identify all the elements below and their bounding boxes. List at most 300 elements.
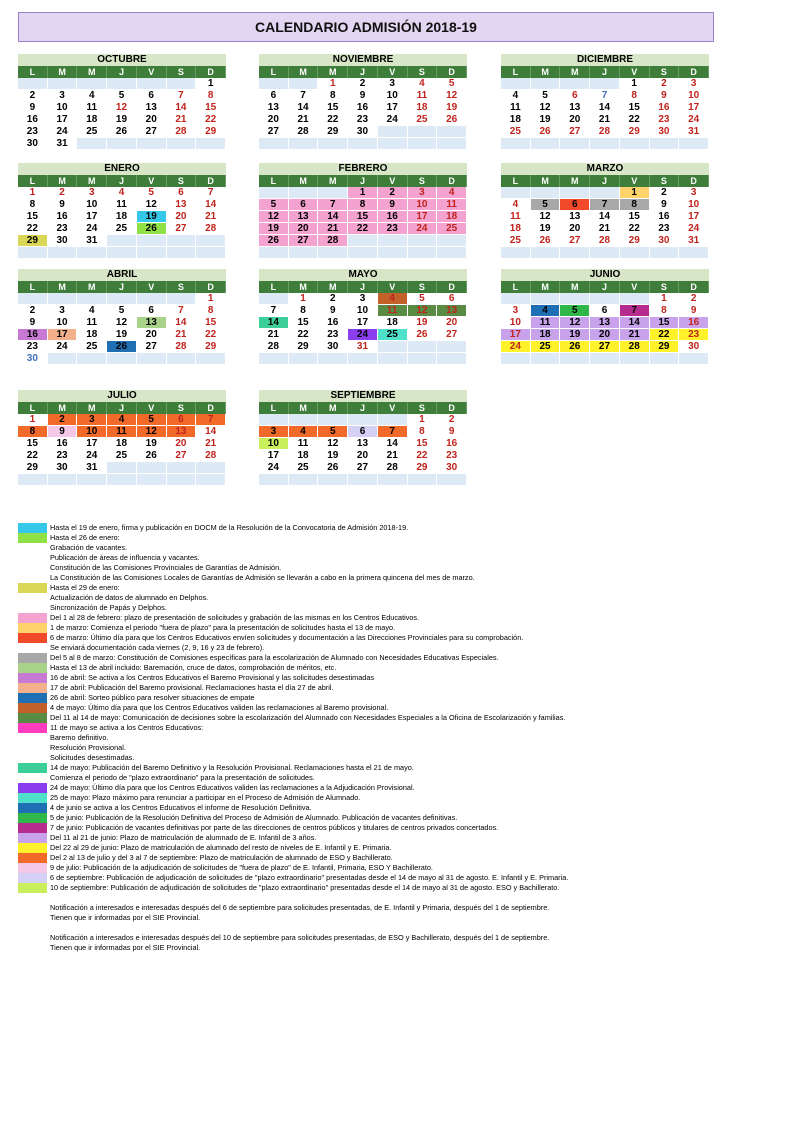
day-cell: 25	[437, 223, 467, 235]
day-cell: 28	[590, 235, 620, 247]
empty-cell	[18, 474, 48, 486]
empty-cell	[348, 474, 378, 486]
day-cell: 29	[18, 235, 48, 247]
day-cell: 12	[437, 90, 467, 102]
day-cell: 30	[437, 462, 467, 474]
weekday-header: S	[650, 175, 680, 187]
empty-cell	[318, 247, 348, 259]
legend-item	[18, 873, 798, 883]
day-cell: 5	[560, 305, 590, 317]
day-cell: 25	[378, 329, 408, 341]
day-cell: 26	[107, 341, 137, 353]
day-cell: 13	[259, 102, 289, 114]
weekday-header: V	[378, 402, 408, 414]
empty-cell	[437, 126, 467, 138]
day-cell: 1	[348, 187, 378, 199]
legend-item	[18, 703, 798, 713]
month-enero	[18, 163, 226, 259]
empty-cell	[590, 78, 620, 90]
weekday-header: J	[348, 175, 378, 187]
legend-text: 6 de septiembre: Publicación de adjudicación de solicitudes de "plazo extraordinario" presentadas desde el 14 de mayo al 31 de agosto. E. Infantil y E. Primaria.	[50, 873, 569, 882]
weekday-header: S	[167, 281, 197, 293]
legend-item	[18, 753, 798, 763]
empty-cell	[107, 138, 137, 150]
day-cell: 31	[348, 341, 378, 353]
legend-item	[18, 713, 798, 723]
day-cell: 7	[196, 414, 226, 426]
legend-swatch	[18, 883, 47, 893]
day-cell: 26	[560, 341, 590, 353]
day-cell: 28	[196, 223, 226, 235]
day-cell: 4	[107, 187, 137, 199]
day-cell: 8	[196, 305, 226, 317]
day-cell: 29	[620, 126, 650, 138]
empty-cell	[348, 353, 378, 365]
empty-cell	[107, 353, 137, 365]
day-cell: 2	[378, 187, 408, 199]
empty-cell	[650, 247, 680, 259]
day-cell: 20	[167, 438, 197, 450]
day-cell: 13	[590, 317, 620, 329]
day-cell: 15	[196, 317, 226, 329]
empty-cell	[196, 235, 226, 247]
month-days-grid	[259, 402, 467, 486]
day-cell: 16	[48, 438, 78, 450]
weekday-header: J	[107, 175, 137, 187]
legend-swatch	[18, 573, 47, 583]
day-cell: 18	[378, 317, 408, 329]
day-cell: 26	[408, 329, 438, 341]
day-cell: 17	[408, 211, 438, 223]
day-cell: 22	[18, 450, 48, 462]
month-name: JUNIO	[501, 269, 709, 281]
day-cell: 15	[650, 317, 680, 329]
weekday-header: M	[531, 66, 561, 78]
legend-swatch	[18, 843, 47, 853]
day-cell: 1	[620, 187, 650, 199]
legend-item	[18, 823, 798, 833]
day-cell: 14	[196, 199, 226, 211]
day-cell: 1	[18, 187, 48, 199]
legend-swatch	[18, 813, 47, 823]
empty-cell	[437, 138, 467, 150]
weekday-header: M	[531, 175, 561, 187]
day-cell: 16	[318, 317, 348, 329]
legend-swatch	[18, 533, 47, 543]
empty-cell	[259, 247, 289, 259]
day-cell: 22	[318, 114, 348, 126]
day-cell: 29	[196, 126, 226, 138]
legend-swatch	[18, 773, 47, 783]
day-cell: 3	[77, 187, 107, 199]
legend-text: Del 11 al 14 de mayo: Comunicación de decisiones sobre la escolarización del Alumnado con Necesidades Especiales a la Oficina de Escolarización y familias.	[50, 713, 566, 722]
legend-item	[18, 573, 798, 583]
month-days-grid	[501, 175, 709, 259]
day-cell: 18	[408, 102, 438, 114]
legend-swatch	[18, 763, 47, 773]
day-cell: 15	[318, 102, 348, 114]
weekday-header: L	[501, 281, 531, 293]
day-cell: 25	[531, 341, 561, 353]
day-cell: 20	[167, 211, 197, 223]
day-cell: 22	[620, 223, 650, 235]
day-cell: 28	[318, 235, 348, 247]
day-cell: 15	[348, 211, 378, 223]
day-cell: 12	[408, 305, 438, 317]
legend-text: Se enviará documentación cada viernes (2, 9, 16 y 23 de febrero).	[50, 643, 265, 652]
empty-cell	[48, 293, 78, 305]
empty-cell	[289, 187, 319, 199]
day-cell: 16	[650, 102, 680, 114]
day-cell: 16	[679, 317, 709, 329]
day-cell: 8	[348, 199, 378, 211]
legend-swatch	[18, 553, 47, 563]
day-cell: 3	[48, 90, 78, 102]
day-cell: 14	[590, 211, 620, 223]
legend-text: Resolución Provisional.	[50, 743, 126, 752]
empty-cell	[620, 293, 650, 305]
day-cell: 15	[196, 102, 226, 114]
weekday-header: S	[167, 175, 197, 187]
empty-cell	[167, 235, 197, 247]
month-days-grid	[501, 66, 709, 150]
day-cell: 10	[408, 199, 438, 211]
empty-cell	[18, 247, 48, 259]
empty-cell	[378, 235, 408, 247]
empty-cell	[501, 293, 531, 305]
day-cell: 7	[318, 199, 348, 211]
day-cell: 21	[167, 114, 197, 126]
empty-cell	[48, 474, 78, 486]
weekday-header: L	[259, 281, 289, 293]
day-cell: 3	[259, 426, 289, 438]
empty-cell	[196, 474, 226, 486]
day-cell: 31	[48, 138, 78, 150]
day-cell: 10	[501, 317, 531, 329]
day-cell: 6	[289, 199, 319, 211]
empty-cell	[318, 353, 348, 365]
legend-swatch	[18, 833, 47, 843]
day-cell: 19	[318, 450, 348, 462]
legend-item	[18, 593, 798, 603]
weekday-header: M	[531, 281, 561, 293]
weekday-header: L	[18, 281, 48, 293]
empty-cell	[77, 78, 107, 90]
empty-cell	[167, 462, 197, 474]
day-cell: 1	[196, 78, 226, 90]
day-cell: 4	[408, 78, 438, 90]
note-line: Tienen que ir informadas por el SIE Provincial.	[50, 943, 201, 952]
legend-text: 17 de abril: Publicación del Baremo provisional. Reclamaciones hasta el día 27 de abril.	[50, 683, 334, 692]
day-cell: 7	[167, 90, 197, 102]
legend-item	[18, 523, 798, 533]
month-octubre	[18, 54, 226, 150]
day-cell: 7	[590, 199, 620, 211]
legend-item	[18, 723, 798, 733]
legend-swatch	[18, 683, 47, 693]
day-cell: 5	[531, 90, 561, 102]
empty-cell	[259, 187, 289, 199]
weekday-header: V	[137, 281, 167, 293]
empty-cell	[408, 126, 438, 138]
day-cell: 6	[137, 305, 167, 317]
day-cell: 9	[378, 199, 408, 211]
legend-text: Hasta el 29 de enero:	[50, 583, 120, 592]
day-cell: 21	[167, 329, 197, 341]
day-cell: 3	[348, 293, 378, 305]
empty-cell	[437, 235, 467, 247]
weekday-header: M	[289, 175, 319, 187]
day-cell: 17	[259, 450, 289, 462]
empty-cell	[560, 78, 590, 90]
day-cell: 3	[501, 305, 531, 317]
day-cell: 30	[18, 138, 48, 150]
month-abril	[18, 269, 226, 365]
day-cell: 3	[378, 78, 408, 90]
empty-cell	[137, 78, 167, 90]
weekday-header: V	[137, 66, 167, 78]
weekday-header: V	[378, 281, 408, 293]
day-cell: 17	[679, 211, 709, 223]
day-cell: 23	[48, 450, 78, 462]
legend-item	[18, 693, 798, 703]
day-cell: 20	[259, 114, 289, 126]
weekday-header: L	[259, 66, 289, 78]
empty-cell	[48, 247, 78, 259]
day-cell: 5	[408, 293, 438, 305]
day-cell: 26	[107, 126, 137, 138]
day-cell: 13	[348, 438, 378, 450]
day-cell: 9	[348, 90, 378, 102]
day-cell: 24	[408, 223, 438, 235]
empty-cell	[289, 247, 319, 259]
day-cell: 28	[259, 341, 289, 353]
page-title: CALENDARIO ADMISIÓN 2018-19	[18, 12, 714, 42]
month-julio	[18, 390, 226, 486]
day-cell: 6	[560, 90, 590, 102]
empty-cell	[137, 247, 167, 259]
month-days-grid	[18, 175, 226, 259]
day-cell: 30	[650, 235, 680, 247]
empty-cell	[620, 353, 650, 365]
empty-cell	[167, 293, 197, 305]
day-cell: 3	[77, 414, 107, 426]
day-cell: 13	[437, 305, 467, 317]
legend-text: 14 de mayo: Publicación del Baremo Definitivo y la Resolución Provisional. Reclamaciones hasta el 21 de mayo.	[50, 763, 414, 772]
legend-swatch	[18, 753, 47, 763]
day-cell: 29	[196, 341, 226, 353]
empty-cell	[501, 247, 531, 259]
empty-cell	[679, 247, 709, 259]
empty-cell	[318, 187, 348, 199]
day-cell: 30	[318, 341, 348, 353]
empty-cell	[259, 414, 289, 426]
empty-cell	[531, 138, 561, 150]
day-cell: 25	[107, 223, 137, 235]
day-cell: 1	[650, 293, 680, 305]
day-cell: 26	[137, 223, 167, 235]
day-cell: 29	[650, 341, 680, 353]
day-cell: 15	[18, 438, 48, 450]
weekday-header: J	[590, 281, 620, 293]
day-cell: 13	[167, 199, 197, 211]
empty-cell	[560, 138, 590, 150]
day-cell: 30	[348, 126, 378, 138]
empty-cell	[77, 138, 107, 150]
note-line: Tienen que ir informadas por el SIE Provincial.	[50, 913, 201, 922]
legend-swatch	[18, 863, 47, 873]
day-cell: 21	[378, 450, 408, 462]
weekday-header: M	[560, 66, 590, 78]
day-cell: 6	[259, 90, 289, 102]
weekday-header: M	[77, 175, 107, 187]
day-cell: 14	[620, 317, 650, 329]
day-cell: 20	[137, 114, 167, 126]
day-cell: 12	[137, 199, 167, 211]
day-cell: 15	[620, 211, 650, 223]
day-cell: 10	[259, 438, 289, 450]
day-cell: 14	[167, 102, 197, 114]
day-cell: 28	[167, 341, 197, 353]
legend-item	[18, 543, 798, 553]
day-cell: 9	[679, 305, 709, 317]
legend-swatch	[18, 693, 47, 703]
day-cell: 25	[501, 126, 531, 138]
day-cell: 25	[501, 235, 531, 247]
empty-cell	[259, 293, 289, 305]
weekday-header: M	[318, 402, 348, 414]
empty-cell	[531, 293, 561, 305]
day-cell: 16	[650, 211, 680, 223]
day-cell: 11	[77, 102, 107, 114]
day-cell: 5	[259, 199, 289, 211]
empty-cell	[650, 353, 680, 365]
note-line: Notificación a interesados e interesadas después del 6 de septiembre para solicitudes presentadas, de E. Infantil y Primaria, después del 1 de septiembre.	[50, 903, 550, 912]
day-cell: 1	[318, 78, 348, 90]
day-cell: 10	[378, 90, 408, 102]
day-cell: 22	[408, 450, 438, 462]
empty-cell	[501, 138, 531, 150]
weekday-header: M	[560, 281, 590, 293]
legend-text: Del 2 al 13 de julio y del 3 al 7 de septiembre: Plazo de matriculación de alumnado de ESO y Bachillerato.	[50, 853, 393, 862]
day-cell: 11	[437, 199, 467, 211]
day-cell: 1	[196, 293, 226, 305]
legend-item	[18, 793, 798, 803]
day-cell: 24	[348, 329, 378, 341]
day-cell: 11	[501, 211, 531, 223]
legend-item	[18, 623, 798, 633]
day-cell: 17	[679, 102, 709, 114]
month-noviembre	[259, 54, 467, 150]
day-cell: 1	[18, 414, 48, 426]
day-cell: 18	[77, 114, 107, 126]
day-cell: 27	[167, 223, 197, 235]
day-cell: 31	[77, 235, 107, 247]
day-cell: 6	[437, 293, 467, 305]
empty-cell	[289, 353, 319, 365]
legend-swatch	[18, 673, 47, 683]
day-cell: 4	[531, 305, 561, 317]
empty-cell	[137, 462, 167, 474]
empty-cell	[378, 353, 408, 365]
empty-cell	[107, 293, 137, 305]
day-cell: 13	[560, 211, 590, 223]
day-cell: 22	[289, 329, 319, 341]
legend-item	[18, 613, 798, 623]
month-days-grid	[18, 402, 226, 486]
weekday-header: L	[18, 402, 48, 414]
empty-cell	[318, 138, 348, 150]
day-cell: 28	[378, 462, 408, 474]
day-cell: 30	[18, 353, 48, 365]
legend-text: Publicación de áreas de influencia y vacantes.	[50, 553, 200, 562]
empty-cell	[137, 293, 167, 305]
day-cell: 6	[348, 426, 378, 438]
day-cell: 12	[107, 102, 137, 114]
legend-text: Del 11 al 21 de junio: Plazo de matriculación de alumnado de E. Infantil de 3 años.	[50, 833, 317, 842]
legend-swatch	[18, 613, 47, 623]
empty-cell	[348, 235, 378, 247]
empty-cell	[348, 138, 378, 150]
day-cell: 18	[531, 329, 561, 341]
day-cell: 5	[318, 426, 348, 438]
empty-cell	[259, 474, 289, 486]
month-name: SEPTIEMBRE	[259, 390, 467, 402]
empty-cell	[408, 138, 438, 150]
weekday-header: V	[620, 281, 650, 293]
day-cell: 19	[531, 114, 561, 126]
day-cell: 5	[107, 305, 137, 317]
legend-text: Hasta el 26 de enero:	[50, 533, 120, 542]
day-cell: 27	[289, 235, 319, 247]
day-cell: 19	[408, 317, 438, 329]
day-cell: 24	[77, 450, 107, 462]
empty-cell	[107, 235, 137, 247]
empty-cell	[408, 353, 438, 365]
empty-cell	[77, 247, 107, 259]
day-cell: 12	[259, 211, 289, 223]
legend-text: 26 de abril: Sorteo público para resolver situaciones de empate	[50, 693, 255, 702]
day-cell: 8	[18, 426, 48, 438]
day-cell: 24	[679, 114, 709, 126]
legend-text: 11 de mayo se activa a los Centros Educativos:	[50, 723, 204, 732]
weekday-header: J	[107, 281, 137, 293]
empty-cell	[48, 78, 78, 90]
day-cell: 17	[348, 317, 378, 329]
day-cell: 22	[196, 329, 226, 341]
day-cell: 24	[77, 223, 107, 235]
day-cell: 3	[679, 187, 709, 199]
day-cell: 19	[560, 329, 590, 341]
day-cell: 2	[437, 414, 467, 426]
empty-cell	[318, 414, 348, 426]
legend-item	[18, 853, 798, 863]
day-cell: 20	[137, 329, 167, 341]
empty-cell	[437, 341, 467, 353]
empty-cell	[107, 247, 137, 259]
day-cell: 9	[437, 426, 467, 438]
day-cell: 17	[48, 329, 78, 341]
day-cell: 7	[620, 305, 650, 317]
empty-cell	[531, 78, 561, 90]
day-cell: 24	[679, 223, 709, 235]
empty-cell	[259, 78, 289, 90]
weekday-header: V	[137, 402, 167, 414]
day-cell: 4	[77, 90, 107, 102]
day-cell: 21	[289, 114, 319, 126]
day-cell: 27	[590, 341, 620, 353]
day-cell: 5	[531, 199, 561, 211]
